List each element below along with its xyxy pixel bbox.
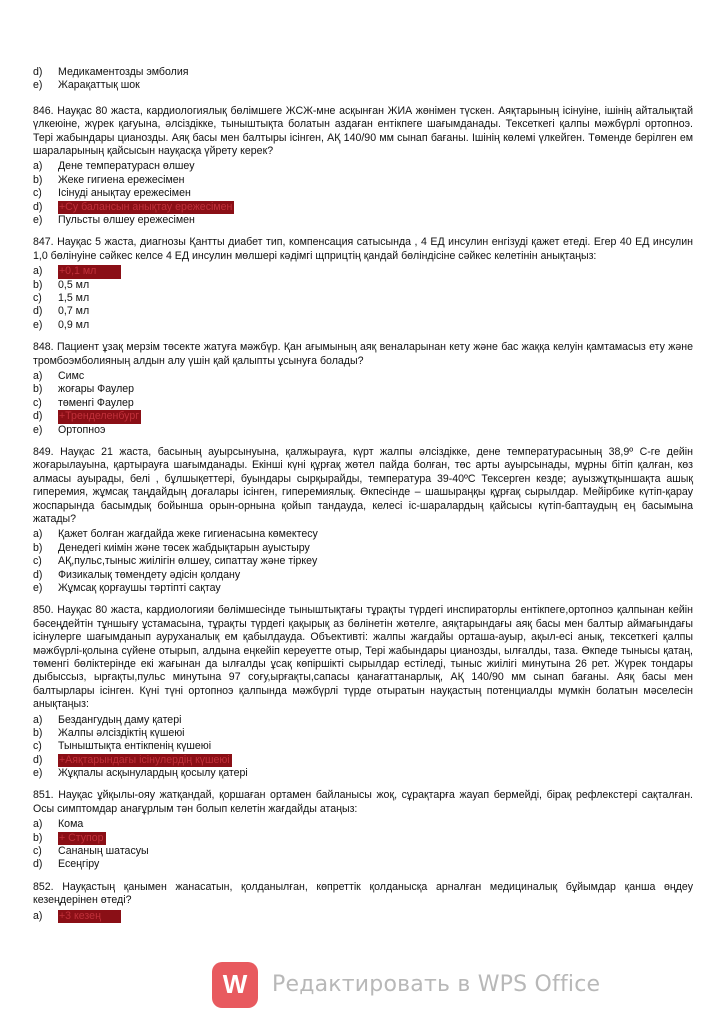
option-text: 0,9 мл bbox=[58, 318, 90, 331]
highlighted-answer: + Ступор bbox=[59, 831, 104, 844]
option-letter: a) bbox=[33, 713, 43, 726]
option-text: 1,5 мл bbox=[58, 291, 90, 304]
option-letter: d) bbox=[33, 568, 43, 581]
highlighted-answer: +0,1 мл bbox=[58, 265, 121, 278]
option-text: Ортопноэ bbox=[58, 423, 106, 436]
highlighted-answer: +Су балансын анықтау ережесімен bbox=[59, 200, 233, 213]
question-849-text: 849. Науқас 21 жаста, басының ауырсынуына, қалжырауға, күрт жалпы әлсіздікке, дене температурасының 38,9º С-ге дейін жоғарылауына, қартырауға шағымданады. Екінші күні құрғақ жөтел пайда болған, төс арты ауырсынады, мұрны бітіп қалған, көз алмасы ауырады, белі , бұлшықеттері, буындары сырқырайды, температура 39-40ºС Тексерген кезде; ауызжұтқыншақта ашық гиперемия, жұмсақ таңдайдың доғалары ісінген, гиперемиялық. Өкпесінде – шашыраңқы құрғақ сырылдар. Мейірбике күтіп-қарау жоспарында басымдық бойынша орын-орнына қойып тандауда, келесі іс-шаралардың қайсысы күтіп-баптаудың ең басымына жатады? bbox=[33, 445, 693, 525]
option-letter: b) bbox=[33, 726, 43, 739]
wps-edit-banner[interactable] bbox=[212, 962, 600, 1008]
option-letter: e) bbox=[33, 318, 43, 331]
option-letter: c) bbox=[33, 291, 42, 304]
option-text: Жеке гигиена ережесімен bbox=[58, 173, 185, 186]
option-row bbox=[33, 910, 693, 923]
highlighted-answer: +Аяқтарындағы ісінулердің күшеюі bbox=[59, 753, 230, 766]
option-row bbox=[33, 767, 693, 780]
option-row bbox=[33, 397, 693, 410]
option-letter: b) bbox=[33, 383, 43, 396]
option-letter: d) bbox=[33, 858, 43, 871]
option-text: Симс bbox=[58, 369, 85, 382]
option-letter: d) bbox=[33, 66, 43, 78]
option-letter: a) bbox=[33, 265, 43, 278]
option-letter: b) bbox=[33, 278, 43, 291]
option-row bbox=[33, 319, 693, 332]
option-row bbox=[33, 727, 693, 740]
document-text bbox=[33, 66, 693, 923]
option-letter: e) bbox=[33, 213, 43, 226]
option-text: Жалпы әлсіздіктің күшеюі bbox=[58, 726, 185, 739]
option-row bbox=[33, 305, 693, 318]
option-row bbox=[33, 279, 693, 292]
option-text: Қажет болған жағдайда жеке гигиенасына көмектесу bbox=[58, 528, 318, 541]
option-letter: c) bbox=[33, 396, 42, 409]
question-847-text: 847. Науқас 5 жаста, диагнозы Қантты диабет тип, компенсация сатысында , 4 ЕД инсулин енгізуді қажет етеді. Егер 40 ЕД инсулин 1,0 бөлінуіне сәйкес келсе 4 ЕД инсулин мөлшері кәдімгі щприцтің қандай бөліндісіне сәйкес келетінін анықтаңыз: bbox=[33, 236, 693, 262]
option-letter: a) bbox=[33, 909, 43, 922]
option-row bbox=[33, 187, 693, 200]
option-letter: a) bbox=[33, 818, 43, 831]
option-row bbox=[33, 569, 693, 582]
option-text: Ісінуді анықтау ережесімен bbox=[58, 187, 191, 200]
option-row bbox=[33, 201, 693, 214]
option-row bbox=[33, 160, 693, 173]
option-text: Сананың шатасуы bbox=[58, 845, 149, 858]
option-text: Жұмсақ қорғаушы тәртіпті сақтау bbox=[58, 581, 221, 594]
option-text: Медикаментозды эмболия bbox=[58, 66, 189, 78]
wps-edit-label[interactable]: Редактировать в WPS Office bbox=[272, 972, 601, 998]
option-row bbox=[33, 528, 693, 541]
wps-logo-icon: W bbox=[212, 962, 258, 1008]
option-row bbox=[33, 383, 693, 396]
option-letter: e) bbox=[33, 581, 43, 594]
option-row bbox=[33, 858, 693, 871]
option-text: АҚ,пульс,тыныс жиілігін өлшеу, сипаттау және тіркеу bbox=[58, 555, 318, 568]
option-row bbox=[33, 79, 693, 92]
option-row bbox=[33, 542, 693, 555]
option-row bbox=[33, 714, 693, 727]
option-letter: b) bbox=[33, 541, 43, 554]
option-text: Жарақаттық шок bbox=[58, 79, 140, 92]
option-text: Тыныштықта ентікпенің күшеюі bbox=[58, 740, 212, 753]
option-letter: e) bbox=[33, 767, 43, 780]
option-text: Кома bbox=[58, 818, 84, 831]
option-row bbox=[33, 555, 693, 568]
option-letter: c) bbox=[33, 555, 42, 568]
option-letter: d) bbox=[33, 410, 43, 423]
option-letter: d) bbox=[33, 200, 43, 213]
option-row bbox=[33, 370, 693, 383]
option-text: Есеңгіру bbox=[58, 858, 100, 871]
option-text: төменгі Фаулер bbox=[58, 396, 134, 409]
option-letter: b) bbox=[33, 173, 43, 186]
question-851-text: 851. Науқас ұйқылы-ояу жатқандай, қоршаған ортамен байланысы жоқ, сұрақтарға жауап бермейді, бірақ рефлекстері сақталған. Осы симптомдар анағұрлым тән болып келетін жағдайды атаңыз: bbox=[33, 789, 693, 815]
highlighted-answer: +3 кезең bbox=[58, 910, 121, 923]
question-852-text: 852. Науқастың қанымен жанасатын, қолданылған, көпреттік қолданысқа арналған медициналық бұйымдар қанша өңдеу кезеңдерінен өтеді? bbox=[33, 880, 693, 907]
option-text: Жұқпалы асқынулардың қосылу қатері bbox=[58, 767, 248, 780]
option-text: Физикалық төмендету әдісін қолдану bbox=[58, 568, 241, 581]
option-text: Денедегі киімін және төсек жабдықтарын ауыстыру bbox=[58, 541, 310, 554]
option-letter: e) bbox=[33, 79, 43, 92]
highlighted-answer: +Тренделенбург bbox=[59, 410, 140, 423]
option-letter: a) bbox=[33, 528, 43, 541]
option-row bbox=[33, 174, 693, 187]
question-850-text: 850. Науқас 80 жаста, кардиологияи бөлімшесінде тыныштықтағы тұрақты түрдегі инспираторлы ентікпеге,ортопноэ қалпынан кейін бәсеңдейтін тұншығу ұстамасына, тұрақты түрдегі қақырық аз бөлінетін жөтелге, аяқтарындағы аяқ басы мен балтыр аймағындағы ісінулерге шағымданып ауруханалық ем қабылдауда. Объективті: жалпы жағдайы орташа-ауыр, ақыл-есі анық, тексеткегі қалпы мәжбүрлі-қолына сүйене отырып, алдына еңкейіп кереуетте отыр, Тері жабындары цианозды, ылғалды, таза. Өкпеде тынысы қатаң, төменгі бөліктерінде екі жағынан да ылғалды ұсақ көпіршікті сырылдар естіледі, тыныс жиілігі минутына 26 рет. Жүрек тондары дыбыссыз, ырғақты,пульс минутына 97 соғу,ырғақты,сапасы қанағаттанарлық, АҚ 140/90 мм сынап бағаны. Аяқ басы мен балтырлары ісінген. Күні түні ортопноэ қалпында мәжбүрлі түрде отыратын науқастың потенциалды мүмкін болатын мәселесін анықтаңыз: bbox=[33, 604, 693, 711]
option-letter: a) bbox=[33, 160, 43, 173]
option-text: Бездангудың даму қатері bbox=[58, 713, 182, 726]
question-846-text: 846. Науқас 80 жаста, кардиологиялық бөлімшеге ЖСЖ-мне асқынған ЖИА жөнімен түскен. Аяқтарының ісінуіне, ішінің айталықтай үлкеюіне, жүрек қағуына, әлсіздікке, тыныштықта болатын аздаған ентікпеге шағымданады. Тексеткегі қалпы мәжбүрлі ортопноэ. Тері жабындары цианозды. Аяқ басы мен балтыры ісінген, АҚ 140/90 мм сынап бағаны. Ішінің көлемі үлкейген. Төменде берілген ем шараларының қайсысын науқасқа үйрету керек? bbox=[33, 104, 693, 157]
option-row bbox=[33, 582, 693, 595]
option-text: 0,7 мл bbox=[58, 305, 90, 318]
option-letter: c) bbox=[33, 740, 42, 753]
option-row bbox=[33, 818, 693, 831]
option-letter: c) bbox=[33, 187, 42, 200]
option-letter: d) bbox=[33, 753, 43, 766]
option-letter: b) bbox=[33, 831, 43, 844]
question-848-text: 848. Пациент ұзақ мерзім төсекте жатуға мәжбүр. Қан ағымының аяқ веналарынан кету және бас жаққа келуін қамтамасыз ету және тромбоэмболияның алдын алу үшін қай қалыпты ұсынуға болады? bbox=[33, 341, 693, 367]
option-letter: c) bbox=[33, 845, 42, 858]
option-row bbox=[33, 754, 693, 767]
option-row bbox=[33, 214, 693, 227]
option-row bbox=[33, 410, 693, 423]
option-row bbox=[33, 740, 693, 753]
option-row bbox=[33, 832, 693, 845]
option-row bbox=[33, 845, 693, 858]
option-letter: d) bbox=[33, 305, 43, 318]
option-text: Пульсты өлшеу ережесімен bbox=[58, 213, 195, 226]
option-row bbox=[33, 66, 693, 79]
option-row bbox=[33, 424, 693, 437]
option-letter: a) bbox=[33, 369, 43, 382]
option-text: жоғары Фаулер bbox=[58, 383, 135, 396]
option-text: 0,5 мл bbox=[58, 278, 90, 291]
option-row bbox=[33, 265, 693, 278]
option-text: Дене температурасн өлшеу bbox=[58, 160, 195, 173]
option-letter: e) bbox=[33, 423, 43, 436]
option-row bbox=[33, 292, 693, 305]
